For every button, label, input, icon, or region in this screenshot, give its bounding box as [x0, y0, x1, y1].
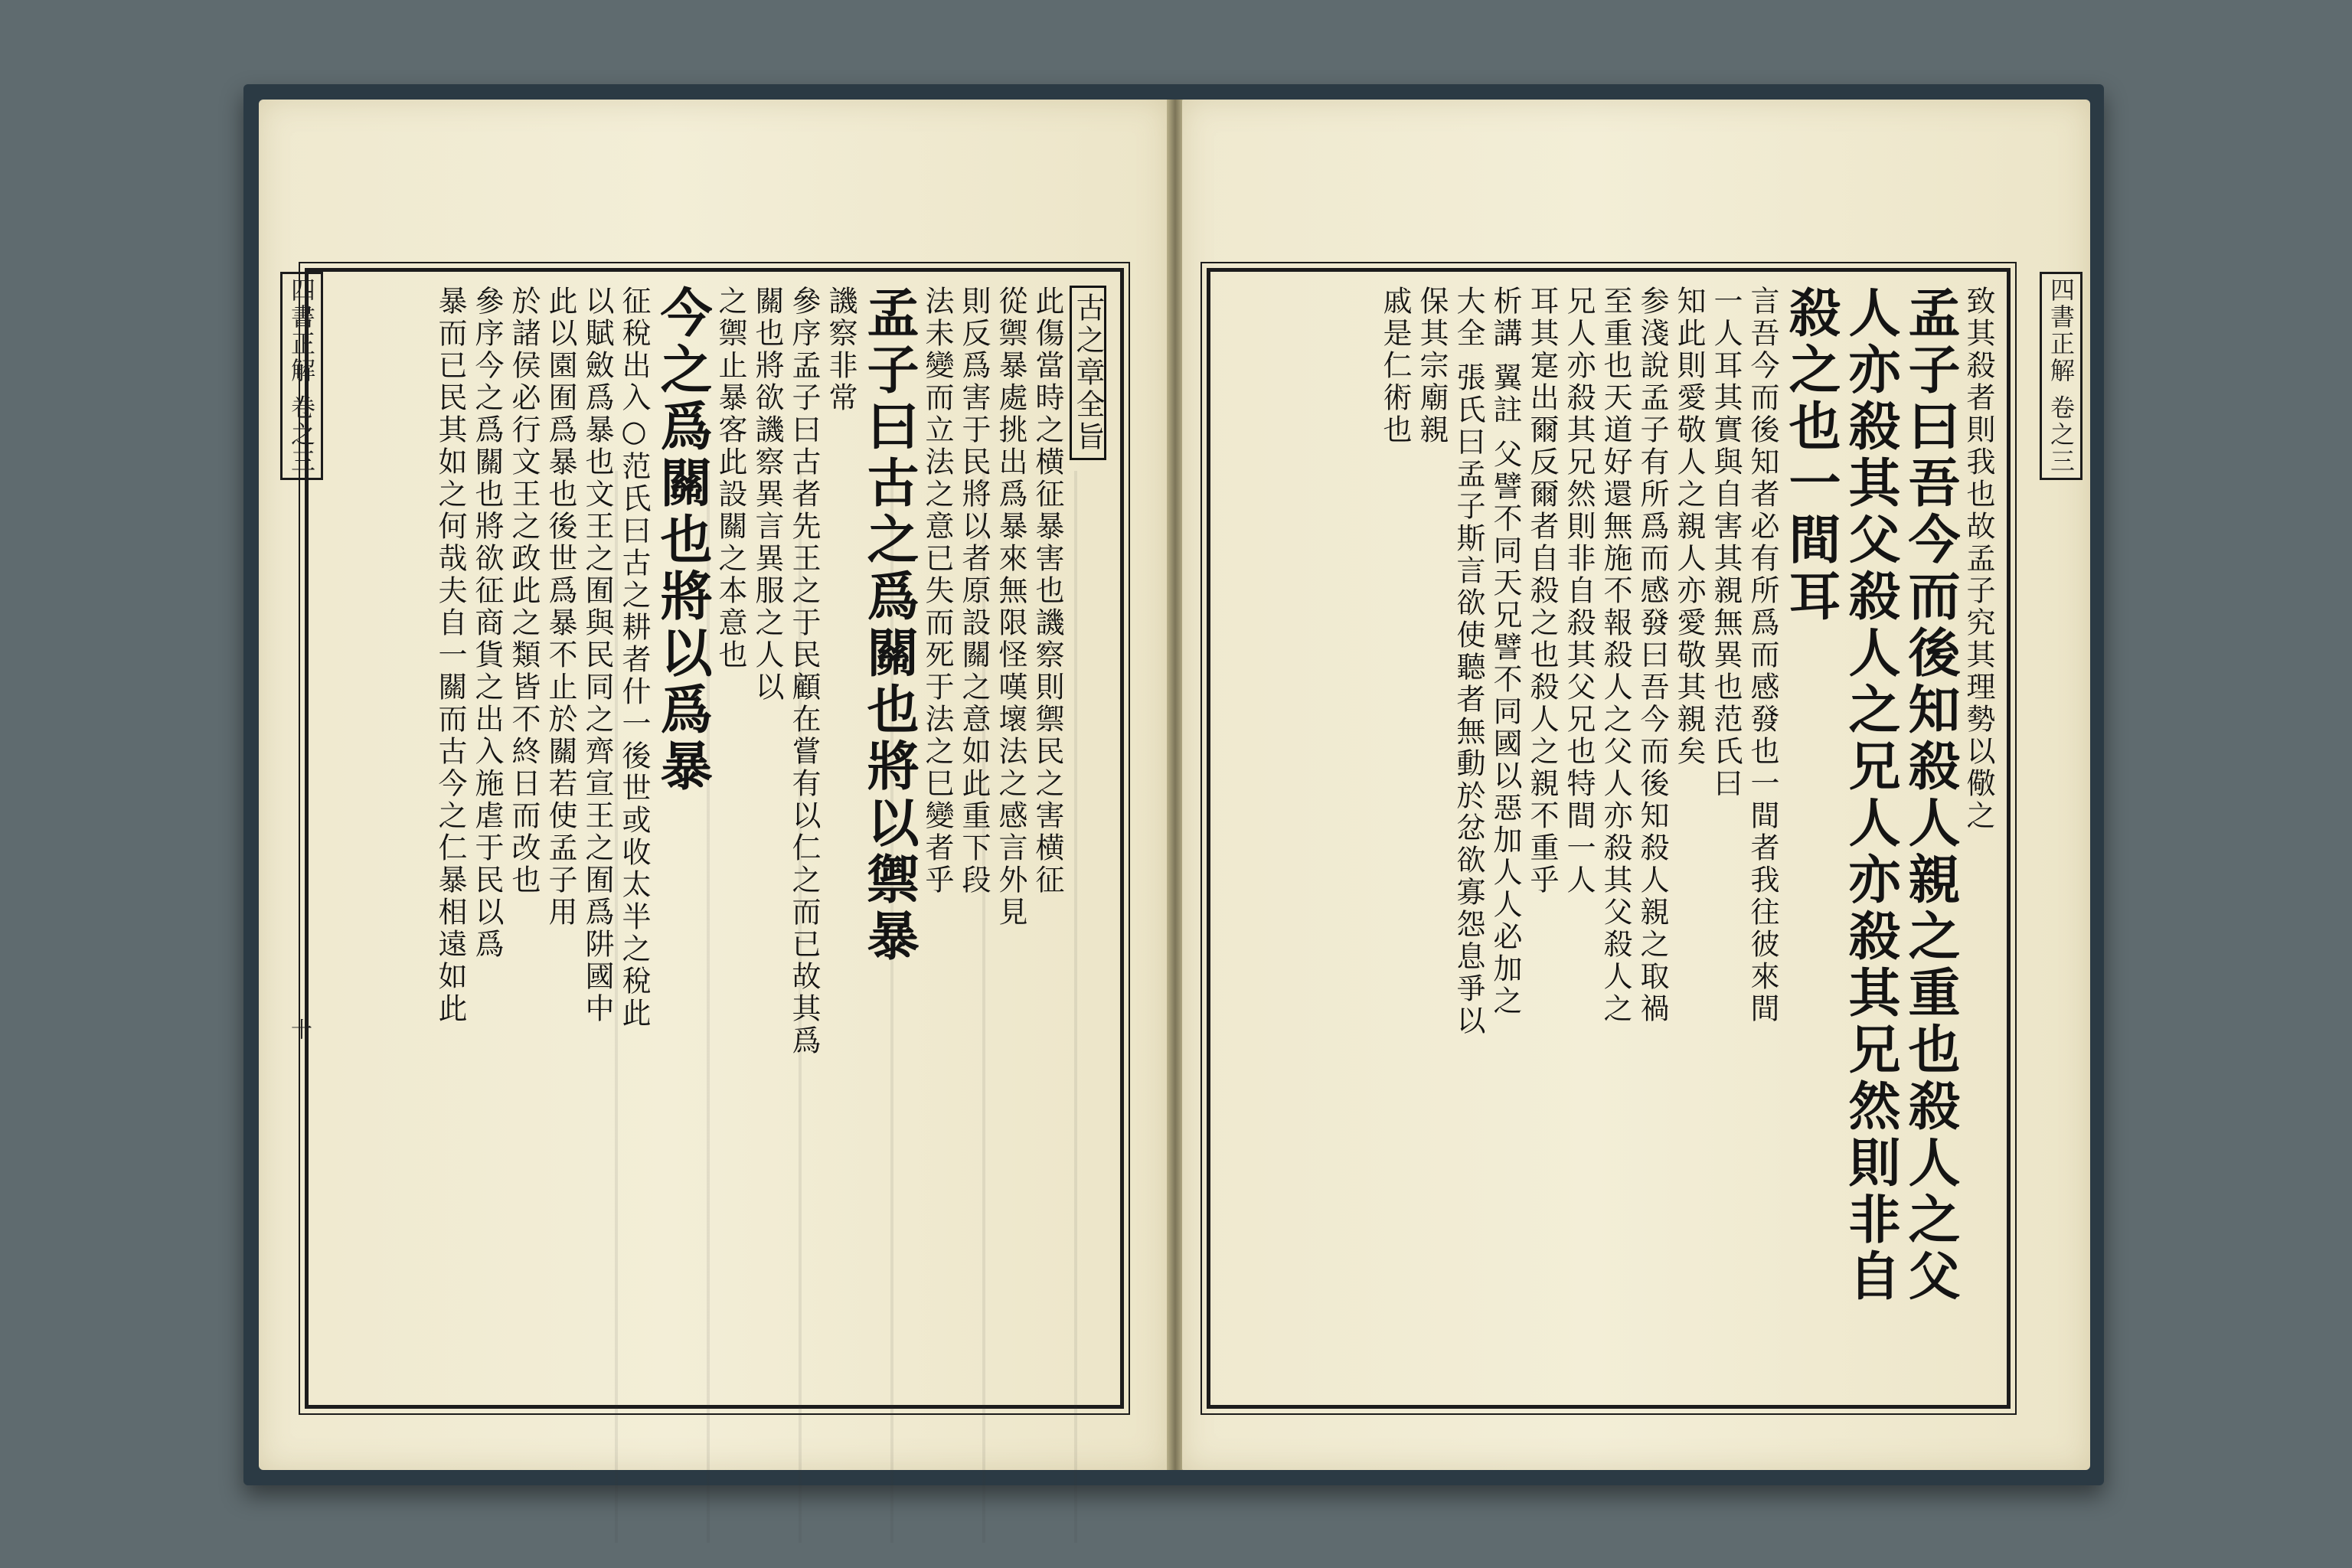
left_page-column: 之禦止暴客此設關之本意也	[714, 286, 747, 671]
left-text-columns	[322, 286, 1106, 1391]
section-tag-column	[1070, 286, 1106, 1391]
left-page-frame	[305, 268, 1124, 1409]
right-page	[1182, 100, 2090, 1470]
left_page-column: 關也將欲譏察異言異服之人以	[750, 286, 784, 704]
left_page-column: 參序今之爲關也將欲征商貨之出入施虐于民以爲	[470, 286, 504, 961]
section-tag: 古之章全旨	[1070, 286, 1106, 460]
left_page-column: 暴而已民其如之何哉夫自一關而古今之仁暴相遠如此	[433, 286, 467, 1025]
right_page-column: 人亦殺其父殺人之兄人亦殺其兄然則非自	[1840, 286, 1901, 1305]
right_page-column: 参淺說孟子有所爲而感發曰吾今而後知殺人親之取禍	[1635, 286, 1669, 1025]
left_page-column: 此以園囿爲暴也後世爲暴不止於關若使孟子用	[544, 286, 577, 929]
left_page-column: 今之爲關也將以爲暴	[652, 286, 713, 795]
left_page-column: 從禦暴處挑出爲暴來無限怪嘆壞法之感言外見	[994, 286, 1027, 929]
right_page-column: 知此則愛敬人之親人亦愛敬其親矣	[1672, 286, 1706, 768]
book-spread	[243, 84, 2104, 1485]
left_page-column: 參序孟子曰古者先王之于民顧在嘗有以仁之而已故其爲	[787, 286, 821, 1057]
right-text-columns	[1224, 286, 1993, 1391]
right_page-column: 耳其寔出爾反爾者自殺之也殺人之親不重乎	[1525, 286, 1559, 897]
left_page-column: 征稅出入○范氏曰古之耕者什一後世或收太半之稅此	[617, 286, 651, 1030]
left-page-number: 十	[288, 1018, 313, 1040]
right_page-column: 析講 翼註 父譬不同天兄譬不同國以惡加人人必加之	[1488, 286, 1522, 1018]
right_page-column: 一人耳其實與自害其親無異也范氏曰	[1709, 286, 1743, 800]
right_page-column: 殺之也一間耳	[1780, 286, 1841, 626]
right_page-column: 孟子曰吾今而後知殺人親之重也殺人之父	[1900, 286, 1961, 1305]
left_page-column: 則反爲害于民將以者原設關之意如此重下段	[957, 286, 991, 897]
left_page-column: 孟子曰古之爲關也將以禦暴	[858, 286, 920, 965]
right-page-frame	[1207, 268, 2011, 1409]
right-margin-title: 四書正解 卷之三	[2040, 272, 2082, 480]
left-margin-title: 四書正解 卷之三	[280, 272, 323, 480]
right_page-column: 至重也天道好還無施不報殺人之父人亦殺其父殺人之	[1599, 286, 1632, 1025]
right_page-column: 保其宗廟親	[1415, 286, 1449, 446]
left_page-column: 以賦斂爲暴也文王之囿與民同之齊宣王之囿爲阱國中	[580, 286, 614, 1025]
right_page-column: 致其殺者則我也故孟子究其理勢以儆之	[1962, 286, 1995, 832]
left_page-column: 法未變而立法之意已失而死于法之巳變者乎	[920, 286, 954, 897]
left-page	[259, 100, 1168, 1470]
book-gutter	[1167, 100, 1184, 1470]
right_page-column: 言吾今而後知者必有所爲而感發也一間者我往彼來間	[1746, 286, 1779, 1025]
left_page-column: 此傷當時之横征暴害也譏察則禦民之害横征	[1031, 286, 1064, 897]
right_page-column: 戚是仁術也	[1378, 286, 1412, 446]
right_page-column: 大全 張氏曰孟子斯言欲使聽者無動於忿欲寡怨息爭以	[1452, 286, 1485, 1038]
left_page-column: 譏察非常	[824, 286, 858, 414]
right_page-column: 兄人亦殺其兄然則非自殺其父兄也特間一人	[1562, 286, 1596, 897]
left_page-column: 於諸侯必行文王之政此之類皆不終日而改也	[507, 286, 541, 897]
